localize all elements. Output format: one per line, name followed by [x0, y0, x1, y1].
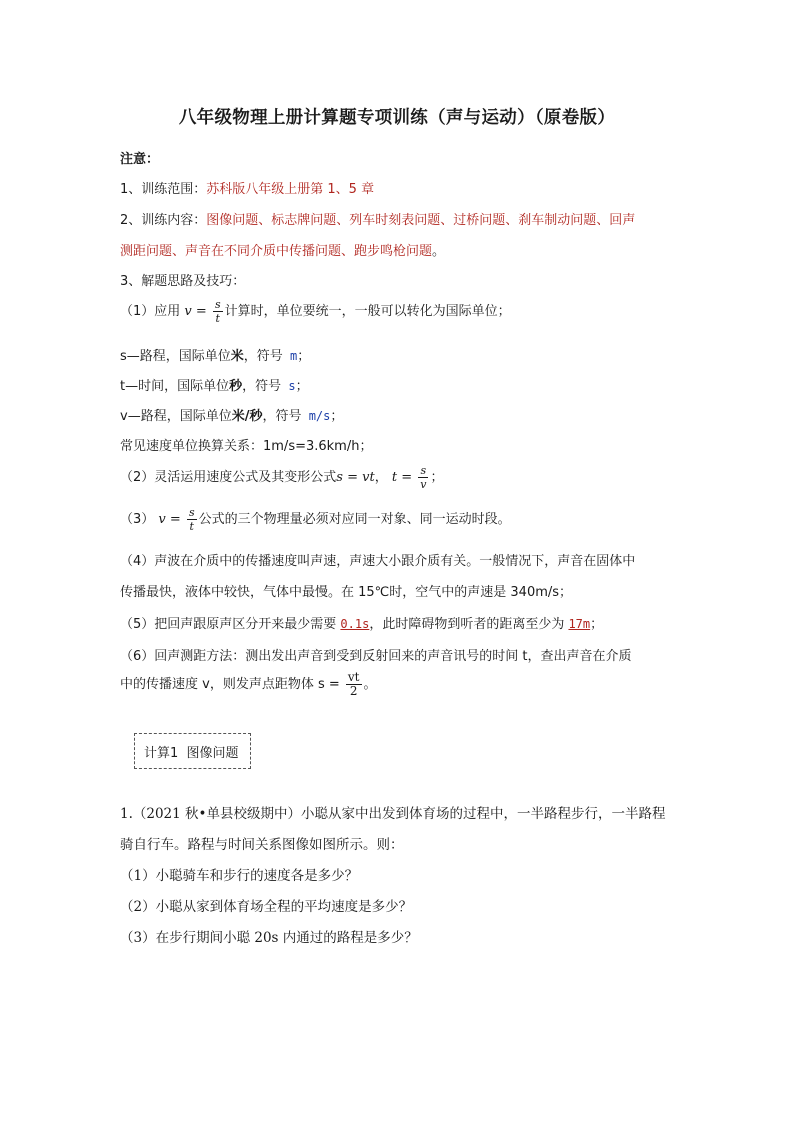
question-1-line1: 1.（2021 秋•单县校级期中）小聪从家中出发到体育场的过程中，一半路程步行，一半路程	[120, 806, 666, 822]
item-content-cont	[120, 240, 445, 259]
question-1-sub1: （1）小聪骑车和步行的速度各是多少？	[120, 868, 359, 884]
unit-time-text: t—时间，国际单位	[120, 379, 230, 394]
item-content-end: 。	[432, 244, 446, 259]
item-method: 3、解题思路及技巧：	[120, 274, 246, 289]
tip-2-prefix: （2）灵活运用速度公式及其变形公式	[120, 470, 337, 485]
tip-6-text: 中的传播速度 v，则发声点距物体 s =	[120, 677, 340, 692]
tip-4-line1: （4）声波在介质中的传播速度叫声速，声速大小跟介质有关。一般情况下，声音在固体中	[120, 554, 636, 569]
tip-1-prefix: （1）应用	[120, 304, 181, 319]
unit-distance-name: 米	[230, 349, 244, 364]
unit-speed-symbol-label: ，符号	[262, 409, 302, 424]
tip-2-fraction	[418, 464, 428, 491]
unit-distance	[120, 345, 310, 364]
unit-speed-end: ；	[330, 409, 344, 424]
tip-4-line2: 传播最快，液体中较快，气体中最慢。在 15℃时，空气中的声速是 340m/s；	[120, 585, 573, 600]
unit-speed-name: 米/秒	[231, 409, 263, 424]
tip-5-end: ；	[590, 617, 604, 632]
item-content-prefix: 2、训练内容：	[120, 213, 207, 228]
item-scope	[120, 178, 374, 197]
notice-label: 注意：	[120, 152, 160, 167]
tip-3-suffix: 公式的三个物理量必须对应同一对象、同一运动时段。	[198, 512, 511, 527]
tip-3	[120, 506, 511, 533]
item-content-line2: 测距问题、声音在不同介质中传播问题、跑步鸣枪问题	[120, 244, 433, 259]
tip-2-separator: ，	[374, 470, 388, 485]
tip-5-min-time: 0.1s	[340, 617, 370, 631]
item-content	[120, 209, 635, 228]
tip-2-formula-lhs: t =	[391, 470, 413, 485]
item-scope-value: 苏科版八年级上册第 1、5 章	[206, 182, 375, 197]
tip-3-numerator: s	[188, 506, 195, 519]
tip-5-text-b: ，此时障碍物到听者的距离至少为	[369, 617, 569, 632]
item-content-line1: 图像问题、标志牌问题、列车时刻表问题、过桥问题、刹车制动问题、回声	[206, 213, 636, 228]
unit-time-name: 秒	[229, 379, 243, 394]
tip-1-formula-lhs: v =	[184, 304, 207, 319]
unit-time-symbol-label: ，符号	[242, 379, 282, 394]
item-scope-prefix: 1、训练范围：	[120, 182, 207, 197]
unit-speed-symbol: m/s	[301, 409, 331, 423]
tip-5	[120, 613, 603, 632]
tip-2-formula: s = vt	[336, 470, 375, 485]
question-1-sub2: （2）小聪从家到体育场全程的平均速度是多少？	[120, 899, 413, 915]
unit-time-symbol: s	[281, 379, 296, 393]
tip-3-fraction	[187, 506, 197, 533]
unit-distance-symbol: m	[282, 349, 298, 363]
tip-6-denominator: 2	[346, 684, 362, 698]
unit-distance-text: s—路程，国际单位	[120, 349, 231, 364]
tip-6-line2	[120, 671, 377, 698]
tip-1	[120, 298, 511, 325]
tip-6-numerator: vt	[347, 670, 360, 684]
unit-speed-text: v—路程，国际单位	[120, 409, 232, 424]
unit-time	[120, 375, 309, 394]
tip-6-fraction	[346, 671, 362, 698]
tip-3-formula-lhs: v =	[158, 512, 181, 527]
unit-speed	[120, 405, 343, 424]
section-heading-box	[134, 733, 251, 769]
tip-1-suffix: 计算时，单位要统一，一般可以转化为国际单位；	[224, 304, 511, 319]
tip-3-denominator: t	[187, 519, 197, 533]
unit-distance-symbol-label: ，符号	[243, 349, 283, 364]
unit-time-end: ；	[295, 379, 309, 394]
tip-2-denominator: v	[420, 478, 427, 491]
section-name: 图像问题	[186, 745, 239, 761]
tip-6-line1: （6）回声测距方法：测出发出声音到受到反射回来的声音讯号的时间 t，查出声音在介质	[120, 649, 632, 664]
tip-5-text-a: （5）把回声跟原声区分开来最少需要	[120, 617, 341, 632]
page-title: 八年级物理上册计算题专项训练（声与运动）（原卷版）	[178, 108, 616, 128]
tip-2-end: ；	[430, 470, 444, 485]
tip-2-numerator: s	[420, 464, 427, 477]
tip-1-numerator: s	[214, 298, 221, 311]
tip-1-denominator: t	[213, 311, 223, 325]
tip-3-prefix: （3）	[120, 512, 155, 527]
tip-5-min-distance: 17m	[568, 617, 591, 631]
question-1-sub3: （3）在步行期间小聪 20s 内通过的路程是多少？	[120, 930, 418, 946]
tip-2	[120, 464, 443, 491]
unit-conversion: 常见速度单位换算关系：1m/s=3.6km/h；	[120, 439, 373, 454]
question-1-line2: 骑自行车。路程与时间关系图像如图所示。则：	[120, 837, 404, 853]
unit-distance-end: ；	[297, 349, 311, 364]
section-label: 计算1	[144, 745, 179, 761]
tip-1-fraction	[213, 298, 223, 325]
tip-6-end: 。	[363, 677, 377, 692]
